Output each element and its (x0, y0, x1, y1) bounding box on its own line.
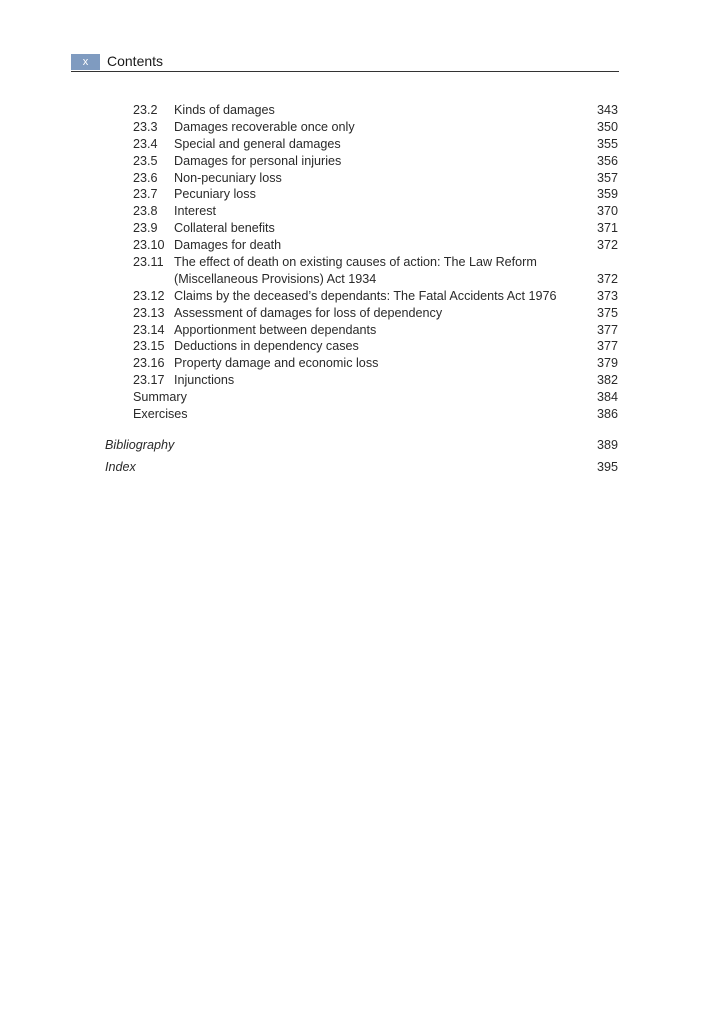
toc-entry-title: Property damage and economic loss (174, 356, 379, 371)
toc-entry-number: 23.10 (133, 238, 165, 253)
toc-entry[interactable] (0, 338, 724, 355)
toc-entry-title: Deductions in dependency cases (174, 339, 359, 354)
toc-entry-page: 377 (596, 339, 618, 354)
toc-entry[interactable] (0, 372, 724, 389)
toc-entry-page: 359 (596, 187, 618, 202)
toc-entry-title: Injunctions (174, 373, 235, 388)
toc-entry-title: Damages recoverable once only (174, 119, 355, 134)
toc-entry-page: 356 (596, 153, 618, 168)
toc-entry[interactable] (0, 305, 724, 322)
toc-entry[interactable] (0, 237, 724, 254)
toc-entry[interactable] (0, 102, 724, 119)
toc-entry-title: Interest (174, 204, 216, 219)
toc-entry-title: Apportionment between dependants (174, 322, 377, 337)
toc-bibliography[interactable] (0, 438, 724, 460)
toc-entry-number: 23.14 (133, 322, 165, 337)
toc-entry-number: 23.9 (133, 221, 158, 236)
running-header (71, 52, 619, 72)
toc-entry-number: 23.2 (133, 103, 158, 117)
toc-entry-page: 343 (596, 102, 618, 117)
backmatter-list (0, 438, 724, 482)
toc-entry-number: 23.5 (133, 153, 158, 168)
toc-entry-number: 23.8 (133, 204, 158, 219)
index-page: 395 (596, 460, 618, 474)
toc-entry-page: 372 (596, 238, 618, 253)
toc-entry-number: 23.17 (133, 373, 165, 388)
toc-entry[interactable] (0, 322, 724, 339)
toc-entry-page: 357 (596, 170, 618, 185)
toc-entry-page: 370 (596, 204, 618, 219)
toc-entry-title: Pecuniary loss (174, 187, 256, 202)
toc-exercises[interactable] (0, 406, 724, 423)
toc-entry-title: Claims by the deceased’s dependants: The Fatal Accidents Act 1976 (174, 288, 557, 303)
bibliography-title: Bibliography (105, 438, 175, 452)
toc-entry-page: 371 (596, 221, 618, 236)
index-title: Index (105, 460, 136, 474)
toc-entry[interactable] (0, 220, 724, 237)
toc-entry-number: 23.6 (133, 170, 158, 185)
toc-entry[interactable] (0, 203, 724, 220)
toc-summary-page: 384 (596, 390, 618, 405)
toc-entry-title: Damages for death (174, 238, 282, 253)
toc-entry-title-line-1: The effect of death on existing causes of action: The Law Reform (174, 255, 537, 270)
toc-exercises-title: Exercises (133, 407, 188, 422)
table-of-contents (0, 102, 724, 423)
toc-index[interactable] (0, 460, 724, 482)
toc-entry[interactable] (0, 186, 724, 203)
toc-summary[interactable] (0, 389, 724, 406)
toc-entry-page: 355 (596, 136, 618, 151)
toc-entry-page: 379 (596, 356, 618, 371)
toc-entry-number: 23.11 (133, 255, 164, 270)
bibliography-page: 389 (596, 438, 618, 452)
toc-entry-page: 375 (596, 305, 618, 320)
toc-entry[interactable] (0, 136, 724, 153)
toc-entry-page: 350 (596, 119, 618, 134)
toc-entry-title: Kinds of damages (174, 103, 275, 117)
toc-entry-number: 23.16 (133, 356, 165, 371)
toc-entry-page: 373 (596, 288, 618, 303)
toc-entry-title: Assessment of damages for loss of dependency (174, 305, 443, 320)
toc-entry-number: 23.4 (133, 136, 158, 151)
toc-entry-number: 23.7 (133, 187, 158, 202)
toc-entry-number: 23.13 (133, 305, 165, 320)
toc-entry[interactable] (0, 254, 724, 288)
toc-entry[interactable] (0, 153, 724, 170)
toc-entry-number: 23.15 (133, 339, 165, 354)
toc-entry-title-line-2: (Miscellaneous Provisions) Act 1934 (174, 271, 377, 286)
toc-entry-title: Damages for personal injuries (174, 153, 342, 168)
toc-summary-title: Summary (133, 390, 187, 405)
toc-entry-number: 23.12 (133, 288, 165, 303)
toc-entry-title: Non-pecuniary loss (174, 170, 282, 185)
toc-entry[interactable] (0, 119, 724, 136)
page-number-badge: x (71, 54, 100, 70)
toc-entry-number: 23.3 (133, 119, 158, 134)
toc-entry[interactable] (0, 170, 724, 187)
running-head-title: Contents (107, 53, 164, 69)
toc-entry[interactable] (0, 288, 724, 305)
toc-entry-page: 372 (596, 271, 618, 286)
toc-exercises-page: 386 (596, 407, 618, 422)
toc-entry-title: Collateral benefits (174, 221, 275, 236)
toc-entry-title (174, 254, 574, 288)
toc-entry-page: 377 (596, 322, 618, 337)
toc-entry[interactable] (0, 355, 724, 372)
toc-entry-page: 382 (596, 373, 618, 388)
toc-entry-title: Special and general damages (174, 136, 341, 151)
